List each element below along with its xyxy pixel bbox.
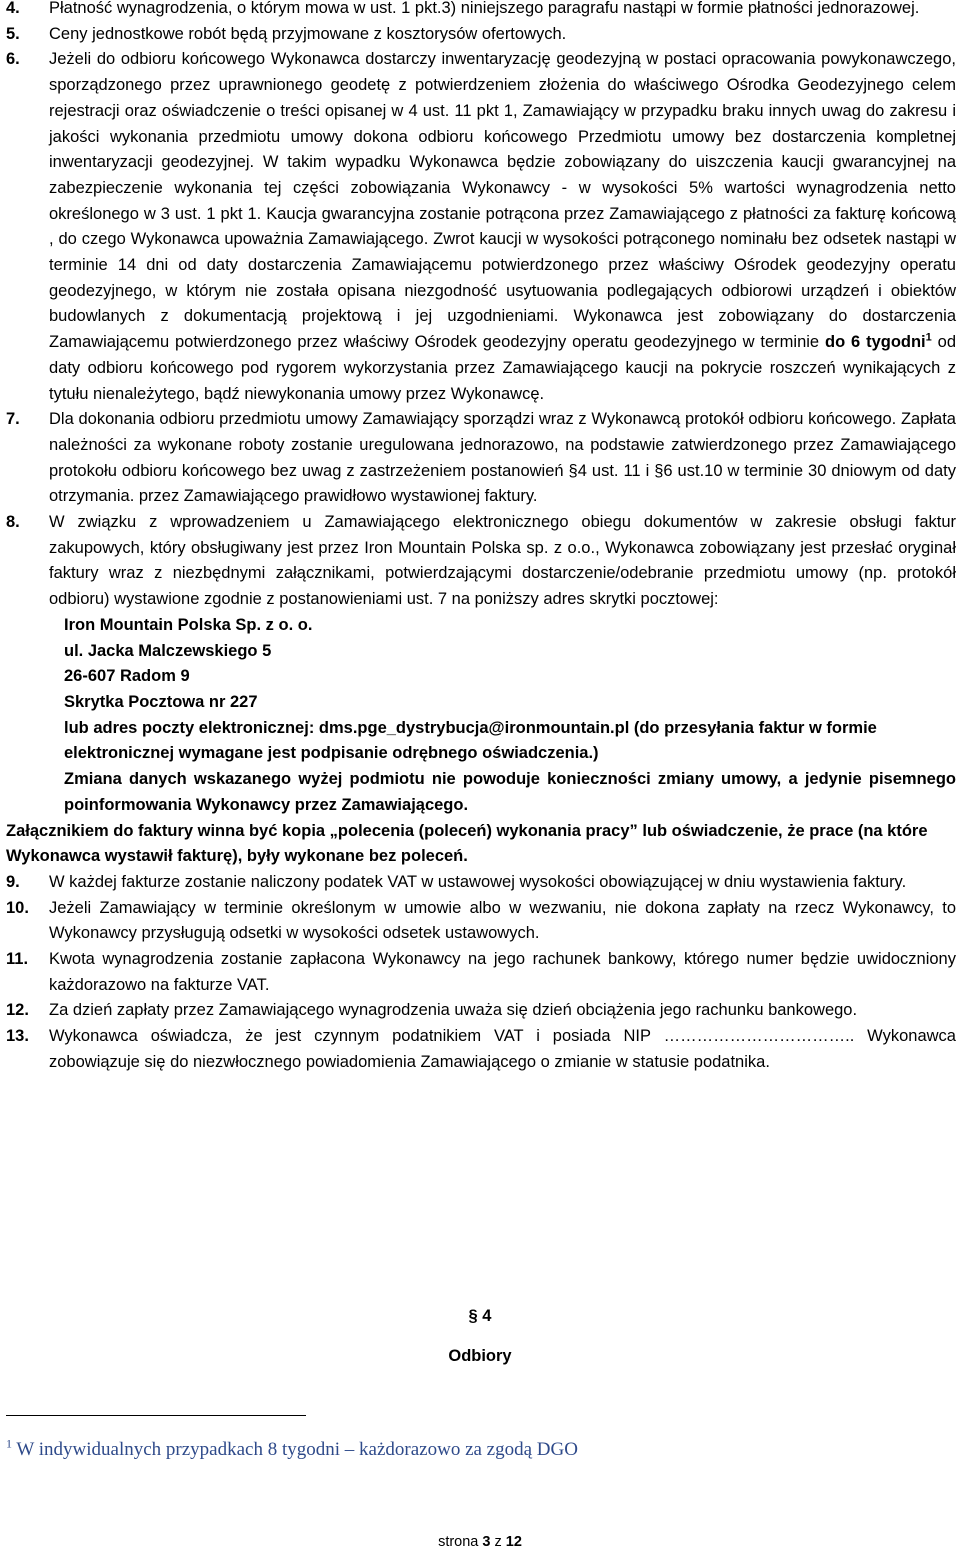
deadline-bold: do 6 tygodni — [824, 333, 926, 352]
clause-text: Jeżeli Zamawiający w terminie określonym w umowie albo w wezwaniu, nie dokona zapłaty na rzecz Wykonawcy, to Wykonawcy przysługują odsetki w wysokości odsetek ustawowych. — [49, 898, 956, 943]
clause-text-continued: od daty odbioru końcowego pod rygorem wykorzystania przez Zamawiającego kaucji na pokrycie roszczeń wynikających z tytułu nienależytego, bądź niewykonania umowy przez Wykonawcę. — [49, 333, 957, 403]
page-number-total: 12 — [505, 1534, 522, 1550]
page-number-current: 3 — [482, 1534, 491, 1550]
clause-text: Wykonawca oświadcza, że jest czynnym podatnikiem VAT i posiada NIP …………………………….. Wykonawca zobowiązuje się do niezwłocznego powiadomienia Zamawiającego o zmianie w statusie podatnika. — [49, 1027, 956, 1071]
footnote-mark: 1 — [6, 1436, 12, 1451]
clause-8 — [6, 510, 956, 613]
clause-number: 10. — [6, 898, 29, 917]
clause-12 — [6, 998, 956, 1024]
footnote-separator — [6, 1415, 306, 1416]
clause-text: W każdej fakturze zostanie naliczony podatek VAT w ustawowej wysokości obowiązującej w dniu wystawienia faktury. — [49, 872, 907, 891]
clause-text: Za dzień zapłaty przez Zamawiającego wynagrodzenia uważa się dzień obciążenia jego rachunku bankowego. — [49, 1001, 858, 1020]
clause-number: 6. — [6, 50, 20, 69]
clause-11 — [6, 947, 956, 998]
page-number — [0, 1533, 960, 1551]
clause-6 — [6, 47, 956, 407]
clause-10 — [6, 896, 956, 947]
address-change-note: Zmiana danych wskazanego wyżej podmiotu nie powoduje konieczności zmiany umowy, a jedynie pisemnego poinformowania Wykonawcy przez Zamawiającego. — [64, 770, 956, 814]
clause-number: 7. — [6, 410, 20, 429]
clause-7 — [6, 407, 956, 510]
postal-address-block — [6, 613, 956, 819]
document-page — [6, 0, 956, 1076]
attachment-note: Załącznikiem do faktury winna być kopia „polecenia (poleceń) wykonania pracy” lub oświadczenie, że prace (na które Wykonawca wystawił fakturę), były wykonane bez poleceń. — [6, 821, 928, 866]
address-street: ul. Jacka Malczewskiego 5 — [64, 641, 272, 660]
clause-4 — [6, 0, 956, 22]
address-city: 26-607 Radom 9 — [64, 667, 190, 686]
section-number: § 4 — [468, 1307, 492, 1325]
page-number-prefix: strona — [438, 1534, 483, 1550]
footnote-text: W indywidualnych przypadkach 8 tygodni – każdorazowo za zgodą DGO — [12, 1439, 578, 1460]
clause-text: Jeżeli do odbioru końcowego Wykonawca dostarczy inwentaryzację geodezyjną w postaci opracowania powykonawczego, sporządzonego przez uprawnionego geodetę z potwierdzeniem złożenia do właściwego Ośrodka Geodezyjnego celem rejestracji oraz oświadczenie o treści opisanej w 4 ust. 11 pkt 1, Zamawiający w przypadku braku innych uwag do zakresu i jakości wykonania przedmiotu umowy dokona odbioru końcowego Przedmiotu umowy bez dostarczenia kompletnej inwentaryzacji geodezyjnej. W takim wypadku Wykonawca będzie zobowiązany do uiszczenia kaucji gwarancyjnej na zabezpieczenie wykonania tej części zobowiązania Wykonawcy - w wysokości 5% wartości wynagrodzenia netto określonego w 3 ust. 1 pkt 1. Kaucja gwarancyjna zostanie potrącona przez Zamawiającego z płatności za fakturę końcową , do czego Wykonawca upoważnia Zamawiającego. Zwrot kaucji w wysokości potrąconego nominału bez odsetek nastąpi w terminie 14 dni od daty dostarczenia Zamawiającemu potwierdzonego przez właściwy Ośrodek geodezyjny operatu geodezyjnego, w którym nie została opisana niezgodność usytuowania podlegających odbiorowi urządzeń i obiektów budowlanych z dokumentacją projektową i jej uzgodnieniami. Wykonawca jest zobowiązany do dostarczenia Zamawiającemu potwierdzonego przez właściwy Ośrodek geodezyjny operatu geodezyjnego w terminie — [49, 50, 956, 352]
clause-9 — [6, 870, 956, 896]
clause-number: 11. — [6, 950, 29, 969]
clause-number: 9. — [6, 872, 20, 891]
clause-number: 4. — [6, 0, 20, 17]
clause-5 — [6, 22, 956, 48]
footnote — [6, 1438, 578, 1462]
clause-number: 8. — [6, 513, 20, 532]
clause-text: Dla dokonania odbioru przedmiotu umowy Zamawiający sporządzi wraz z Wykonawcą protokół odbioru końcowego. Zapłata należności za wykonane roboty zostanie uregulowana jednorazowo, na podstawie zatwierdzonego przez Zamawiającego protokołu odbioru końcowego bez uwag z zastrzeżeniem postanowień §4 ust. 11 i §6 ust.10 w terminie 30 dniowym od daty otrzymania. przez Zamawiającego prawidłowo wystawionej faktury. — [49, 410, 956, 506]
clause-number: 5. — [6, 24, 20, 43]
clause-number: 13. — [6, 1027, 29, 1046]
clause-text: Kwota wynagrodzenia zostanie zapłacona Wykonawcy na jego rachunek bankowy, którego numer będzie uwidoczniony każdorazowo na fakturze VAT. — [49, 950, 956, 994]
clause-13 — [6, 1024, 956, 1075]
clause-text: Płatność wynagrodzenia, o którym mowa w ust. 1 pkt.3) niniejszego paragrafu nastąpi w formie płatności jednorazowej. — [49, 0, 920, 17]
section-title: Odbiory — [448, 1347, 512, 1365]
address-po-box: Skrytka Pocztowa nr 227 — [64, 692, 258, 711]
address-company: Iron Mountain Polska Sp. z o. o. — [64, 615, 313, 634]
page-number-middle: z — [490, 1534, 506, 1550]
clause-number: 12. — [6, 1001, 29, 1020]
clause-text: Ceny jednostkowe robót będą przyjmowane z kosztorysów ofertowych. — [49, 24, 567, 43]
address-email-line: lub adres poczty elektronicznej: dms.pge_dystrybucja@ironmountain.pl (do przesyłania faktur w formie elektronicznej wymagane jest podpisanie odrębnego oświadczenia.) — [64, 718, 877, 763]
footnote-reference: 1 — [925, 331, 932, 344]
clause-text: W związku z wprowadzeniem u Zamawiającego elektronicznego obiegu dokumentów w zakresie obsługi faktur zakupowych, który obsługiwany jest przez Iron Mountain Polska sp. z o.o., Wykonawca zobowiązany jest przesłać oryginał faktury wraz z niezbędnymi załącznikami, potwierdzającymi dostarczenie/odebranie przedmiotu umowy (np. protokół odbioru) wystawione zgodnie z postanowieniami ust. 7 na poniższy adres skrytki pocztowej: — [49, 513, 956, 609]
